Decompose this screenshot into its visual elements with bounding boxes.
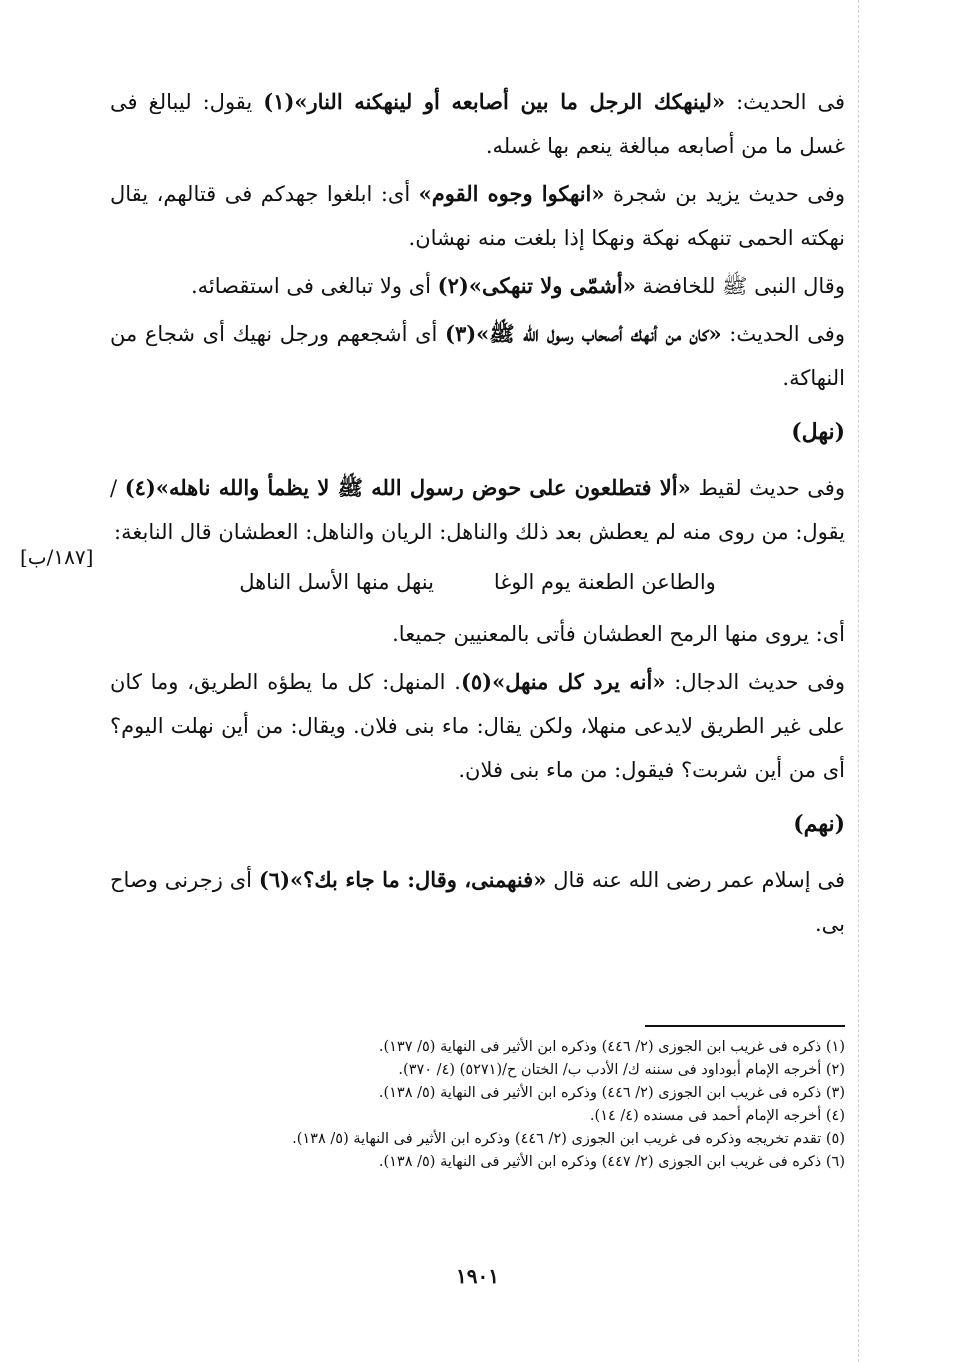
verse-first-hemistich: والطاعن الطعنة يوم الوغا (493, 570, 716, 594)
paragraph-nahm: فى إسلام عمر رضى الله عنه قال «فنهمنى، وقال: ما جاء بك؟»(٦) أى زجرنى وصاح بى. (110, 867, 845, 936)
paragraph-3: وقال النبى ﷺ للخافضة «أشمّى ولا تنهكى»(٢) أى ولا تبالغى فى استقصائه. (190, 273, 845, 298)
page-number: ١٩٠١ (456, 1264, 499, 1288)
footnote-separator (645, 1025, 845, 1027)
paragraph-dajjal: وفى حديث الدجال: «أنه يرد كل منهل»(٥). المنهل: كل ما يطؤه الطريق، وما كان على غير الطريق لايدعى منهلا، ولكن يقال: ماء بنى فلان. ويقال: من أين نهلت اليوم؟ أى من أين شربت؟ فيقول: من ماء بنى فلان. (110, 669, 845, 782)
verse-second-hemistich: ينهل منها الأسل الناهل (239, 570, 434, 594)
footnotes (138, 1036, 845, 1174)
footnote-1: (١) ذكره فى غريب ابن الجوزى (٢/ ٤٤٦) وذكره ابن الأثير فى النهاية (٥/ ١٣٧). (378, 1039, 845, 1055)
manuscript-folio-reference: [١٨٧/ب] (20, 545, 94, 569)
paragraph-2: وفى حديث يزيد بن شجرة «انهكوا وجوه القوم» أى: ابلغوا جهدكم فى قتالهم، يقال نهكته الحمى تنهكه نهكة ونهكا إذا بلغت منه نهشان. (110, 181, 845, 250)
paragraph-verse-note: أى: يروى منها الرمح العطشان فأتى بالمعنيين جميعا. (392, 622, 845, 646)
main-text (110, 80, 845, 950)
heading-nahl: (نهل) (791, 419, 845, 445)
paragraph-4: وفى الحديث: «كان من أنهك أصحاب رسول الله ﷺ»(٣) أى أشجعهم ورجل نهيك أى شجاع من النهاكة. (110, 321, 845, 390)
poetry-verse (110, 558, 845, 606)
footnote-4: (٤) أخرجه الإمام أحمد فى مسنده (٤/ ١٤). (589, 1108, 845, 1124)
paragraph-nahl: وفى حديث لقيط «ألا فتطلعون على حوض رسول الله ﷺ لا يظمأ والله ناهله»(٤) / يقول: من روى منه لم يعطش بعد ذلك والناهل: الريان والناهل: العطشان قال النابغة: (110, 475, 845, 544)
footnote-2: (٢) أخرجه الإمام أبوداود فى سننه ك/ الأدب ب/ الختان ح/(٥٢٧١) (٤/ ٣٧٠). (398, 1062, 845, 1078)
footnote-3: (٣) ذكره فى غريب ابن الجوزى (٢/ ٤٤٦) وذكره ابن الأثير فى النهاية (٥/ ١٣٨). (378, 1085, 845, 1101)
footnote-6: (٦) ذكره فى غريب ابن الجوزى (٢/ ٤٤٧) وذكره ابن الأثير فى النهاية (٥/ ١٣٨). (378, 1154, 845, 1170)
page-edge-line (858, 0, 859, 1362)
paragraph-1: فى الحديث: «لينهكك الرجل ما بين أصابعه أو لينهكنه النار»(١) يقول: ليبالغ فى غسل ما من أصابعه مبالغة ينعم بها غسله. (110, 89, 845, 158)
heading-nahm: (نهم) (793, 811, 845, 837)
footnote-5: (٥) تقدم تخريجه وذكره فى غريب ابن الجوزى (٢/ ٤٤٦) وذكره ابن الأثير فى النهاية (٥/ ١٣٨). (292, 1131, 845, 1147)
